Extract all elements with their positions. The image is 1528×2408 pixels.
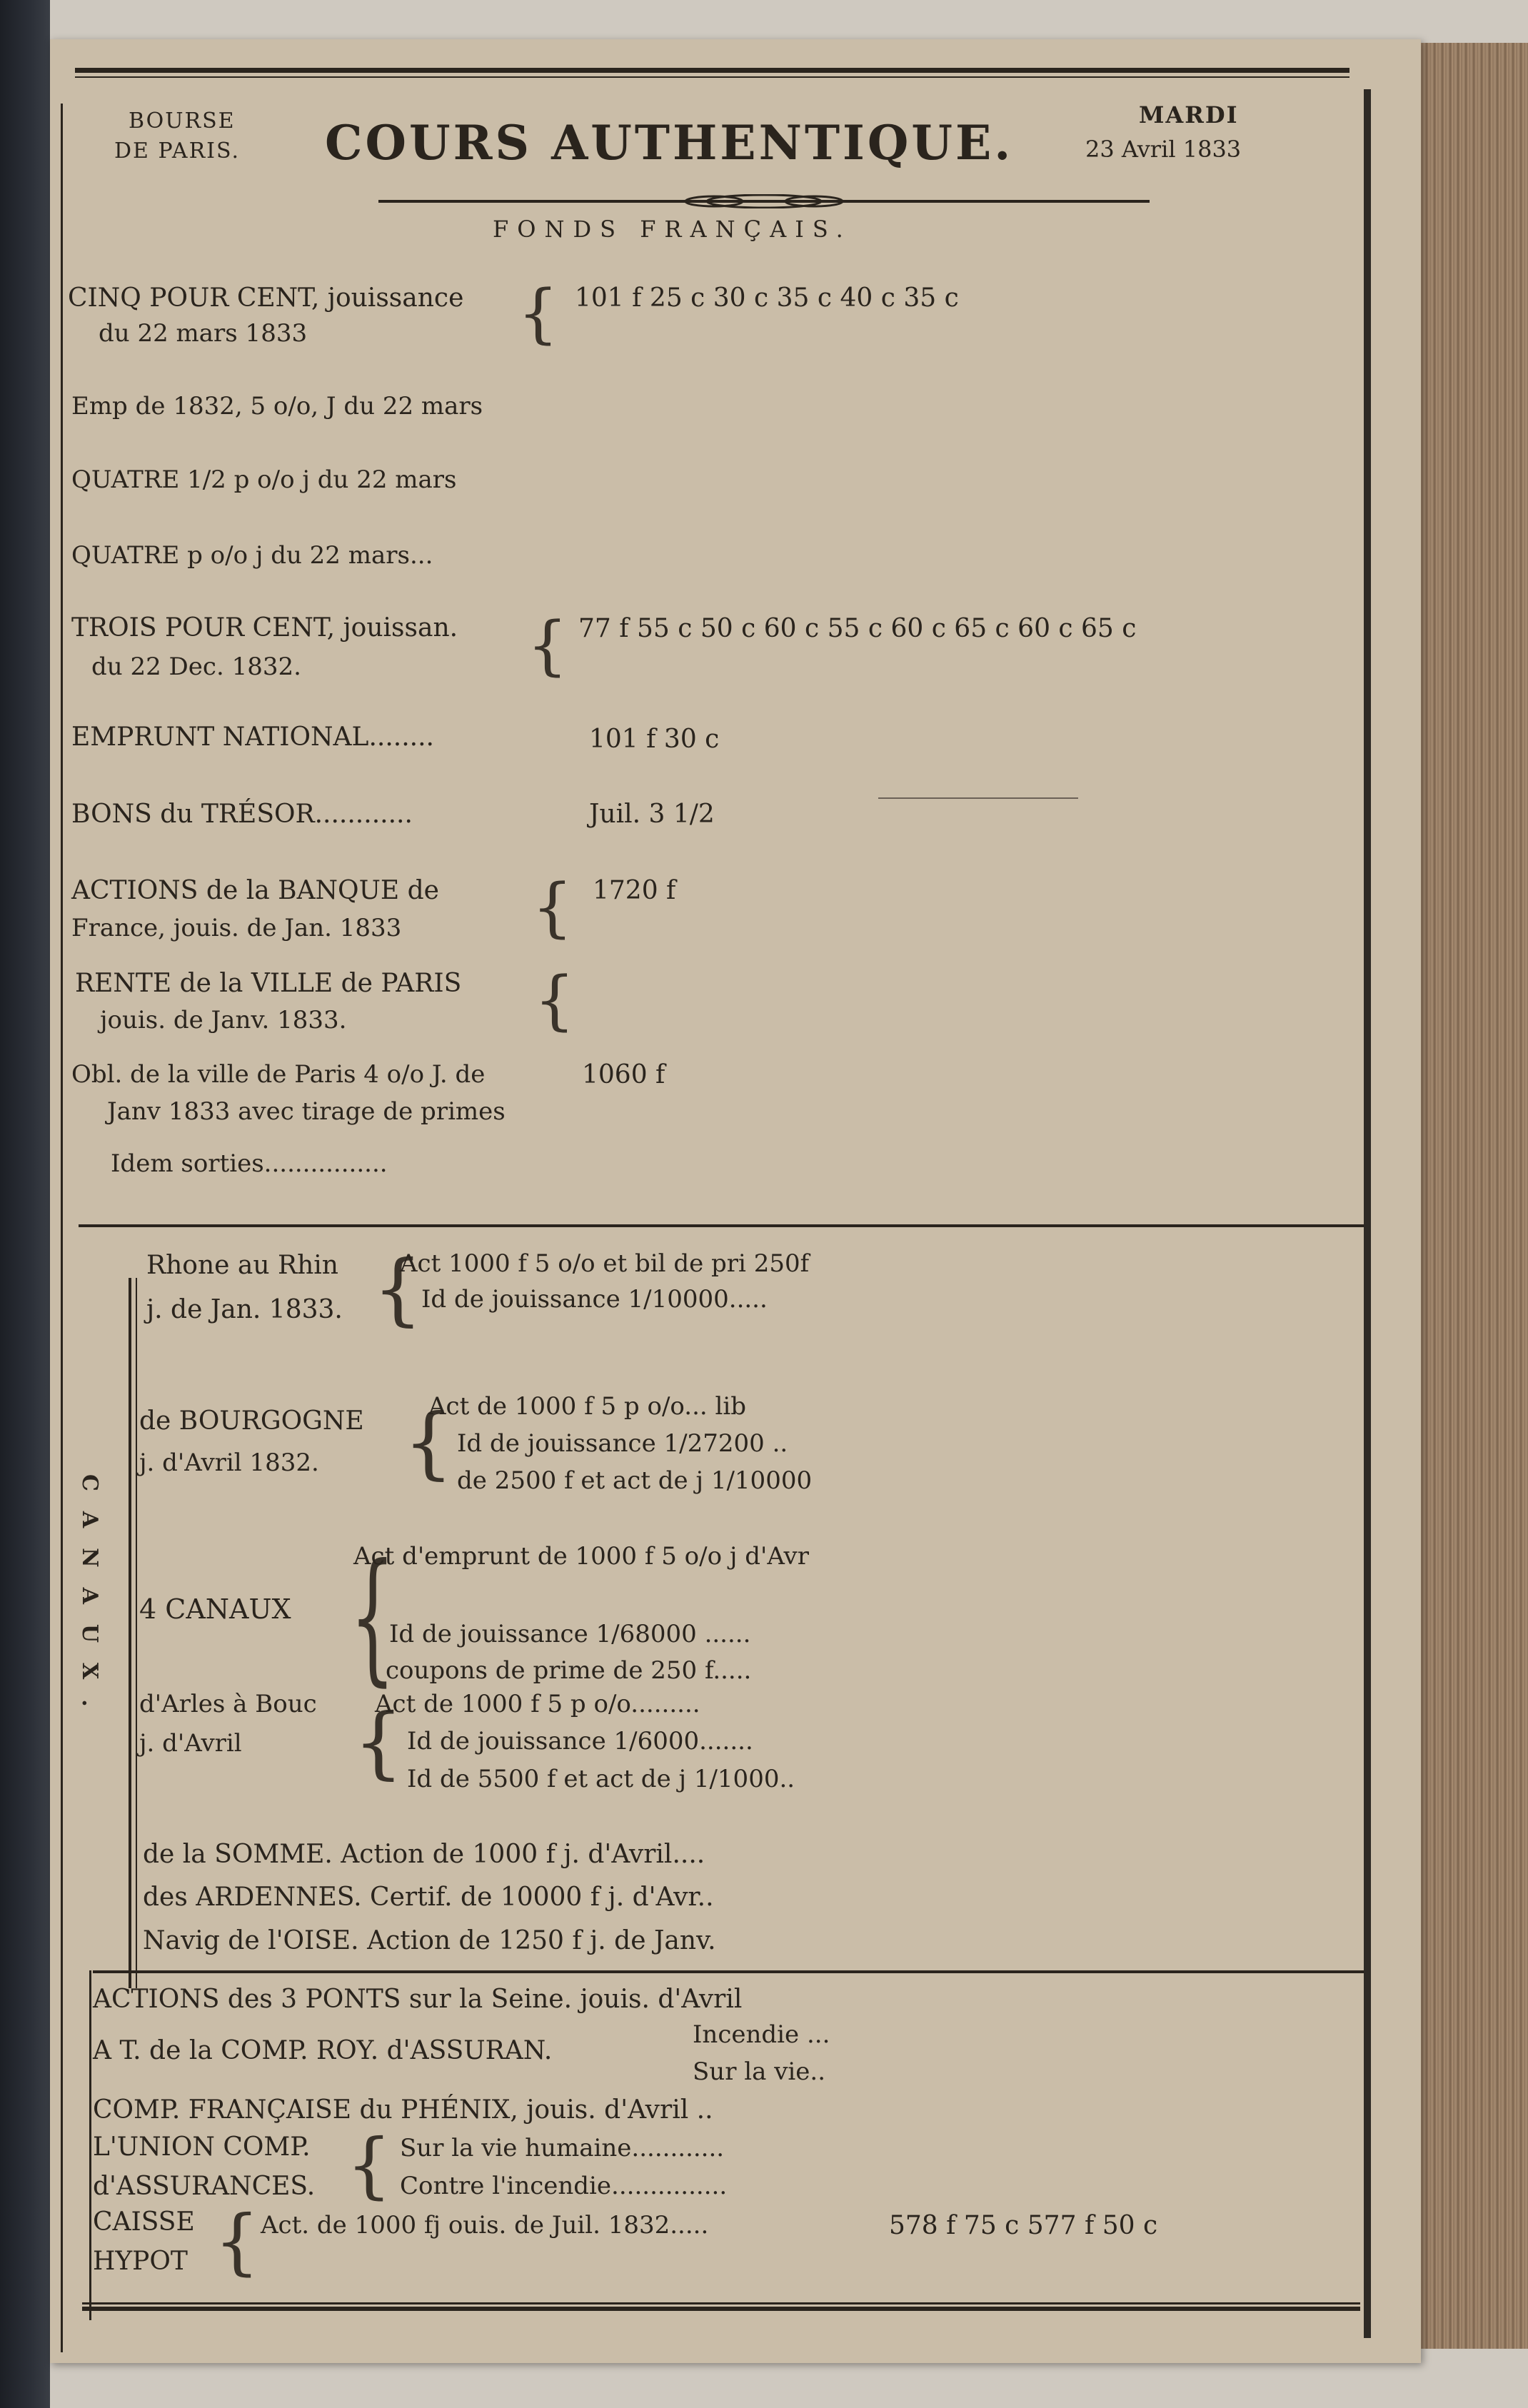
oise-line: Navig de l'OISE. Action de 1250 f j. de Janv.	[143, 1926, 716, 1955]
cinq-price: 101 f 25 c 30 c 35 c 40 c 35 c	[575, 283, 959, 313]
caisse-name-1: CAISSE	[93, 2207, 195, 2237]
header-date: 23 Avril 1833	[1085, 136, 1242, 163]
obligation-price: 1060 f	[582, 1060, 665, 1089]
header-right-line1: MARDI	[1139, 101, 1239, 129]
faint-rule	[878, 797, 1078, 799]
rhone-line-2: Id de jouissance 1/10000.....	[421, 1285, 768, 1314]
quatre-demi: QUATRE 1/2 p o/o j du 22 mars	[71, 465, 457, 494]
quatre-canaux-line-1: Act d'emprunt de 1000 f 5 o/o j d'Avr	[353, 1542, 809, 1571]
ardennes-line: des ARDENNES. Certif. de 10000 f j. d'Avr..	[143, 1883, 714, 1912]
arles-name-1: d'Arles à Bouc	[139, 1690, 317, 1718]
trois-price: 77 f 55 c 50 c 60 c 55 c 60 c 65 c 60 c 65 c	[578, 614, 1137, 643]
newspaper-page	[50, 39, 1421, 2363]
union-name-2: d'ASSURANCES.	[93, 2172, 316, 2201]
bourgogne-line-2: Id de jouissance 1/27200 ..	[457, 1429, 788, 1458]
quatre-canaux-line-2: Id de jouissance 1/68000 ......	[389, 1620, 751, 1648]
trois-label-2: du 22 Dec. 1832.	[91, 653, 301, 681]
canaux-vertical-label	[79, 1474, 114, 1727]
brace: {	[346, 2123, 392, 2207]
emprunt-national: EMPRUNT NATIONAL........	[71, 722, 434, 752]
arles-line-1: Act de 1000 f 5 p o/o.........	[375, 1690, 700, 1718]
quatre-canaux-line-3: coupons de prime de 250 f.....	[386, 1656, 752, 1685]
arles-line-2: Id de jouissance 1/6000.......	[407, 1727, 753, 1755]
union-incendie: Contre l'incendie...............	[400, 2172, 728, 2200]
idem-sorties: Idem sorties................	[111, 1149, 388, 1178]
page-edges	[1414, 43, 1528, 2349]
assurance-incendie: Incendie ...	[693, 2020, 830, 2049]
section-rule	[93, 1970, 1364, 1973]
obligation-label-2: Janv 1833 avec tirage de primes	[107, 1097, 506, 1126]
cinq-label-1: CINQ POUR CENT, jouissance	[68, 283, 464, 313]
caisse-name-2: HYPOT	[93, 2247, 188, 2276]
actions-bracket	[89, 1970, 91, 2320]
left-border	[61, 104, 63, 2352]
somme-line: de la SOMME. Action de 1000 f j. d'Avril....	[143, 1840, 705, 1869]
bourgogne-line-3: de 2500 f et act de j 1/10000	[457, 1466, 813, 1495]
assurance-vie: Sur la vie..	[693, 2057, 826, 2086]
section-title: FONDS FRANÇAIS.	[493, 216, 852, 243]
banque-label-1: ACTIONS de la BANQUE de	[71, 876, 439, 905]
rhone-name-2: j. de Jan. 1833.	[146, 1295, 343, 1324]
union-name-1: L'UNION COMP.	[93, 2132, 311, 2162]
canaux-label: CANAUX.	[77, 1474, 102, 1727]
emprunt-1832: Emp de 1832, 5 o/o, J du 22 mars	[71, 392, 483, 420]
right-border	[1364, 89, 1371, 2338]
arles-line-3: Id de 5500 f et act de j 1/1000..	[407, 1765, 795, 1793]
top-rule-thin	[75, 76, 1349, 78]
cinq-label-2: du 22 mars 1833	[99, 319, 308, 348]
caisse-line: Act. de 1000 fj ouis. de Juil. 1832.....	[261, 2211, 709, 2240]
quatre-canaux-name: 4 CANAUX	[139, 1593, 291, 1625]
bourgogne-name-1: de BOURGOGNE	[139, 1406, 364, 1436]
brace: {	[350, 1533, 396, 1700]
rhone-name-1: Rhone au Rhin	[146, 1251, 338, 1280]
trois-label-1: TROIS POUR CENT, jouissan.	[71, 613, 458, 643]
bottom-rule	[82, 2302, 1360, 2304]
canaux-bracket-inner	[136, 1278, 137, 1988]
banque-label-2: France, jouis. de Jan. 1833	[71, 914, 402, 942]
bourgogne-line-1: Act de 1000 f 5 p o/o... lib	[428, 1392, 747, 1421]
top-rule	[75, 68, 1349, 73]
rhone-line-1: Act 1000 f 5 o/o et bil de pri 250f	[400, 1249, 810, 1278]
caisse-price: 578 f 75 c 577 f 50 c	[889, 2211, 1158, 2240]
brace: {	[518, 276, 559, 351]
brace: {	[534, 963, 575, 1038]
brace: {	[527, 608, 568, 683]
ponts-line: ACTIONS des 3 PONTS sur la Seine. jouis. d'Avril	[93, 1985, 743, 2014]
header-left-line1: BOURSE	[129, 109, 236, 134]
header-left-line2: DE PARIS.	[114, 138, 241, 163]
ornamental-divider	[378, 194, 1150, 208]
ville-label-1: RENTE de la VILLE de PARIS	[75, 969, 462, 998]
phenix-line: COMP. FRANÇAISE du PHÉNIX, jouis. d'Avril ..	[93, 2095, 713, 2125]
ville-label-2: jouis. de Janv. 1833.	[100, 1006, 347, 1034]
page-title: COURS AUTHENTIQUE.	[325, 115, 1014, 171]
bons-tresor-price: Juil. 3 1/2	[589, 800, 715, 829]
brace: {	[373, 1243, 423, 1334]
brace: {	[214, 2200, 260, 2283]
book-binding	[0, 0, 50, 2408]
union-vie: Sur la vie humaine............	[400, 2134, 725, 2162]
assurance-name: A T. de la COMP. ROY. d'ASSURAN.	[93, 2036, 553, 2065]
arles-name-2: j. d'Avril	[139, 1729, 242, 1758]
banque-price: 1720 f	[593, 876, 676, 905]
canaux-bracket	[129, 1278, 131, 1988]
section-rule	[79, 1224, 1364, 1227]
obligation-label-1: Obl. de la ville de Paris 4 o/o J. de	[71, 1060, 486, 1089]
brace: {	[403, 1396, 453, 1488]
bottom-rule-thick	[82, 2307, 1360, 2311]
brace: {	[353, 1696, 403, 1788]
bons-tresor: BONS du TRÉSOR............	[71, 800, 413, 829]
bourgogne-name-2: j. d'Avril 1832.	[139, 1449, 319, 1477]
emprunt-national-price: 101 f 30 c	[589, 725, 720, 754]
brace: {	[532, 870, 573, 945]
quatre: QUATRE p o/o j du 22 mars...	[71, 541, 433, 570]
